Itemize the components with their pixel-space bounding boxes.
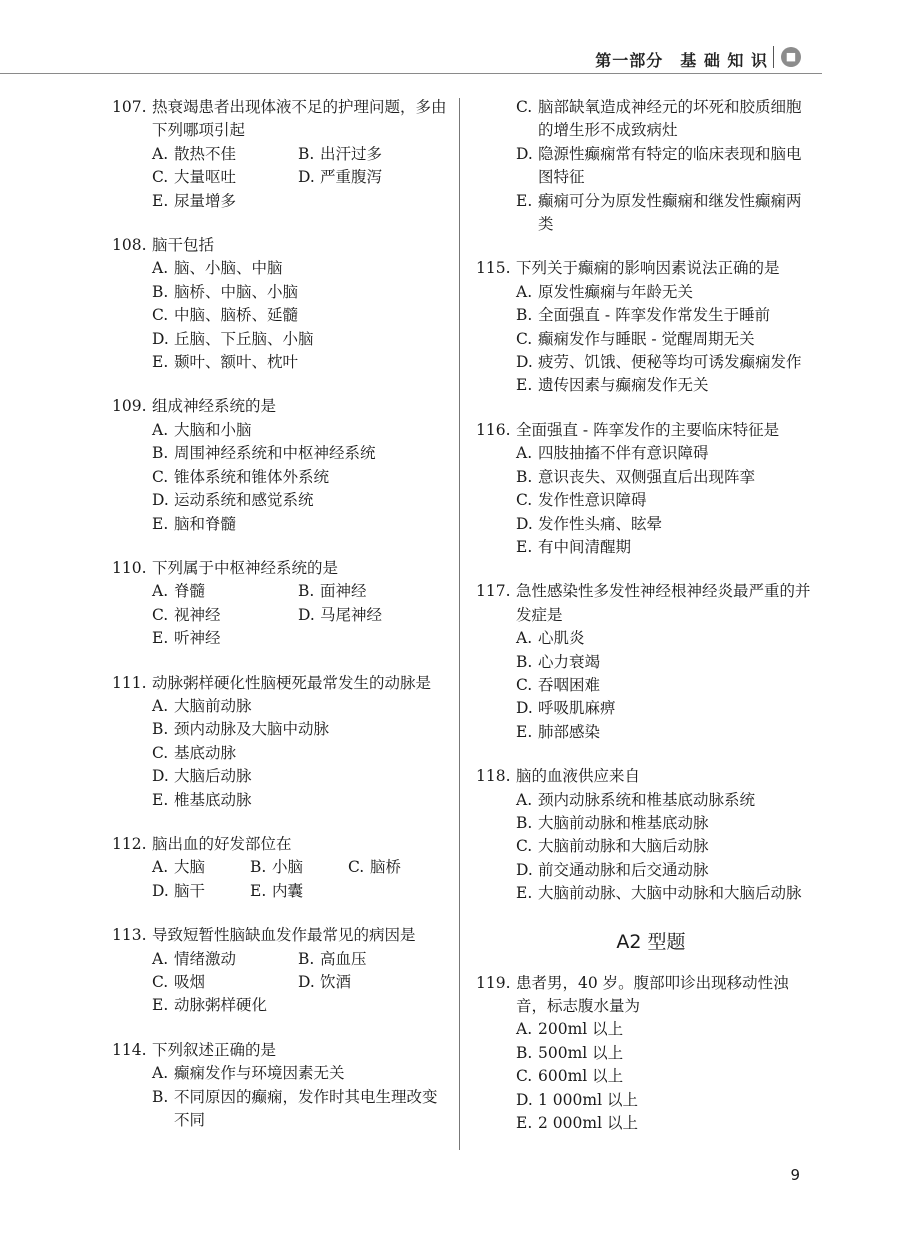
option-letter: E. — [516, 537, 533, 556]
answer-option — [516, 627, 816, 650]
question-text: 脑的血液供应来自 — [516, 767, 641, 786]
answer-option — [152, 143, 298, 166]
option-text: 大脑后动脉 — [174, 767, 252, 786]
answer-option — [152, 513, 448, 536]
question-number: 107. — [112, 98, 147, 116]
options-list — [516, 1018, 816, 1135]
question-text: 动脉粥样硬化性脑梗死最常发生的动脉是 — [152, 673, 432, 692]
option-letter: B. — [516, 813, 533, 832]
option-text: 听神经 — [174, 629, 221, 648]
option-letter: A. — [152, 949, 169, 968]
option-letter: E. — [152, 790, 169, 809]
question-stem — [476, 972, 816, 1019]
answer-option — [516, 789, 816, 812]
answer-option — [516, 442, 816, 465]
question-stem — [112, 557, 448, 580]
answer-option — [516, 882, 816, 905]
option-text: 癫痫发作与环境因素无关 — [174, 1064, 345, 1083]
question-text: 全面强直 - 阵挛发作的主要临床特征是 — [516, 420, 780, 439]
right-column — [476, 96, 816, 1156]
option-text: 饮酒 — [320, 973, 352, 991]
option-text: 发作性头痛、眩晕 — [538, 514, 663, 533]
option-letter: B. — [516, 1043, 533, 1062]
answer-option — [516, 96, 816, 143]
option-letter: E. — [152, 353, 169, 372]
option-letter: D. — [152, 767, 169, 786]
answer-option — [152, 971, 298, 994]
option-letter: D. — [152, 881, 169, 900]
question-item — [476, 765, 816, 905]
option-letter: D. — [516, 699, 533, 718]
answer-option — [516, 328, 816, 351]
option-text: 吸烟 — [174, 973, 206, 991]
answer-option — [152, 718, 448, 741]
question-stem — [112, 924, 448, 947]
option-text: 运动系统和感觉系统 — [174, 491, 314, 510]
answer-option — [516, 835, 816, 858]
option-letter: B. — [298, 949, 315, 968]
option-letter: E. — [516, 722, 533, 741]
option-letter: C. — [516, 98, 533, 116]
answer-option — [516, 1018, 816, 1041]
answer-option — [152, 304, 448, 327]
answer-option — [516, 651, 816, 674]
answer-option — [516, 1042, 816, 1065]
answer-option — [516, 466, 816, 489]
option-text: 200ml 以上 — [538, 1020, 624, 1039]
options-list — [152, 580, 448, 650]
option-letter: C. — [152, 973, 169, 991]
answer-option — [516, 812, 816, 835]
option-letter: A. — [516, 629, 533, 648]
option-letter: D. — [298, 168, 315, 187]
option-letter: B. — [516, 652, 533, 671]
right-column-a2-questions — [476, 972, 816, 1136]
option-text: 脑部缺氧造成神经元的坏死和胶质细胞的增生形不成致病灶 — [538, 98, 802, 140]
option-letter: A. — [152, 582, 169, 601]
question-text: 导致短暂性脑缺血发作最常见的病因是 — [152, 926, 416, 945]
question-text: 下列属于中枢神经系统的是 — [152, 558, 339, 577]
answer-option — [298, 971, 444, 994]
answer-option — [152, 419, 448, 442]
answer-option — [516, 143, 816, 190]
question-stem — [476, 257, 816, 280]
answer-option — [152, 765, 448, 788]
question-item — [112, 1039, 448, 1133]
option-letter: D. — [298, 973, 315, 991]
option-letter: E. — [250, 881, 267, 900]
question-number: 108. — [112, 236, 147, 255]
options-list — [516, 442, 816, 559]
options-row — [152, 627, 448, 650]
option-letter: E. — [516, 376, 533, 395]
option-text: 面神经 — [320, 582, 367, 601]
options-list — [152, 695, 448, 812]
option-text: 癫痫可分为原发性癫痫和继发性癫痫两类 — [538, 191, 802, 234]
option-letter: B. — [152, 720, 169, 739]
options-row — [152, 971, 448, 994]
option-text: 心力衰竭 — [538, 652, 601, 671]
option-letter: B. — [152, 444, 169, 463]
options-row — [152, 604, 448, 627]
question-item — [476, 972, 816, 1136]
question-stem — [476, 765, 816, 788]
option-letter: C. — [152, 467, 169, 486]
answer-option — [516, 536, 816, 559]
options-list — [152, 1062, 448, 1132]
option-letter: B. — [152, 1087, 169, 1106]
option-text: 1 000ml 以上 — [538, 1090, 638, 1109]
answer-option — [152, 257, 448, 280]
question-stem — [476, 580, 816, 627]
question-item — [476, 96, 816, 236]
option-text: 尿量增多 — [174, 191, 237, 210]
answer-option — [516, 374, 816, 397]
options-list — [516, 96, 816, 236]
answer-option — [152, 1062, 448, 1085]
option-text: 高血压 — [320, 949, 367, 968]
option-letter: E. — [516, 191, 533, 210]
option-letter: B. — [298, 582, 315, 601]
options-list — [152, 419, 448, 536]
answer-option — [348, 856, 446, 879]
option-text: 肺部感染 — [538, 722, 601, 741]
option-text: 大脑前动脉 — [174, 696, 252, 715]
option-letter: B. — [516, 306, 533, 325]
option-letter: D. — [516, 144, 533, 163]
option-text: 脑桥、中脑、小脑 — [174, 282, 299, 301]
question-number: 118. — [476, 767, 511, 786]
question-number: 116. — [476, 420, 511, 439]
answer-option — [152, 580, 298, 603]
option-text: 小脑 — [272, 858, 304, 877]
option-letter: C. — [152, 168, 169, 187]
option-text: 大量呕吐 — [174, 168, 237, 187]
option-letter: B. — [152, 282, 169, 301]
answer-option — [152, 351, 448, 374]
options-row — [152, 166, 448, 189]
option-letter: C. — [516, 1067, 533, 1086]
question-text: 急性感染性多发性神经根神经炎最严重的并发症是 — [516, 582, 811, 624]
answer-option — [516, 1065, 816, 1088]
question-item — [112, 557, 448, 651]
question-number: 109. — [112, 397, 147, 416]
answer-option — [516, 697, 816, 720]
options-list — [516, 627, 816, 744]
option-letter: E. — [152, 996, 169, 1015]
option-letter: D. — [516, 1090, 533, 1109]
question-text: 下列叙述正确的是 — [152, 1040, 277, 1059]
option-letter: A. — [152, 420, 169, 439]
option-letter: A. — [152, 144, 169, 163]
option-letter: C. — [516, 491, 533, 510]
option-letter: A. — [152, 1064, 169, 1083]
question-number: 117. — [476, 582, 511, 601]
option-text: 脑、小脑、中脑 — [174, 259, 283, 278]
question-stem — [112, 1039, 448, 1062]
answer-option — [516, 351, 816, 374]
answer-option — [516, 513, 816, 536]
question-text: 脑干包括 — [152, 236, 215, 255]
page-header — [0, 30, 900, 76]
option-letter: D. — [152, 329, 169, 348]
options-row — [152, 994, 448, 1017]
option-letter: A. — [516, 1020, 533, 1039]
question-number: 114. — [112, 1040, 147, 1059]
answer-option — [152, 948, 298, 971]
options-row — [152, 143, 448, 166]
question-text: 下列关于癫痫的影响因素说法正确的是 — [516, 259, 780, 278]
option-text: 隐源性癫痫常有特定的临床表现和脑电图特征 — [538, 144, 802, 187]
question-text: 脑出血的好发部位在 — [152, 834, 292, 853]
section-heading-a2: A2 型题 — [616, 930, 686, 953]
option-text: 脑干 — [174, 881, 206, 900]
option-text: 发作性意识障碍 — [538, 491, 647, 510]
option-letter: C. — [516, 675, 533, 694]
option-text: 严重腹泻 — [320, 168, 383, 187]
option-letter: C. — [348, 858, 365, 877]
answer-option — [152, 742, 448, 765]
answer-option — [298, 143, 444, 166]
answer-option — [516, 304, 816, 327]
question-text: 患者男，40 岁。腹部叩诊出现移动性浊音，标志腹水量为 — [516, 973, 789, 1015]
option-text: 大脑 — [174, 858, 206, 877]
answer-option — [152, 789, 448, 812]
answer-option — [516, 859, 816, 882]
option-text: 基底动脉 — [174, 743, 237, 762]
option-text: 椎基底动脉 — [174, 790, 252, 809]
option-text: 不同原因的癫痫，发作时其电生理改变不同 — [174, 1087, 438, 1130]
answer-option — [152, 166, 298, 189]
option-letter: A. — [516, 790, 533, 809]
option-text: 脑和脊髓 — [174, 514, 237, 533]
option-letter: D. — [516, 353, 533, 372]
option-letter: B. — [516, 467, 533, 486]
options-list — [152, 856, 448, 903]
option-text: 丘脑、下丘脑、小脑 — [174, 329, 314, 348]
question-item — [112, 96, 448, 213]
answer-option — [152, 1086, 448, 1133]
option-text: 内囊 — [272, 881, 304, 900]
option-text: 大脑前动脉、大脑中动脉和大脑后动脉 — [538, 884, 802, 903]
question-number: 119. — [476, 973, 511, 992]
option-text: 遗传因素与癫痫发作无关 — [538, 376, 709, 395]
option-letter: D. — [516, 514, 533, 533]
option-text: 大脑前动脉和椎基底动脉 — [538, 813, 709, 832]
option-text: 散热不佳 — [174, 144, 237, 163]
answer-option — [298, 580, 444, 603]
right-column-questions — [476, 96, 816, 906]
option-letter: B. — [298, 144, 315, 163]
section-title: 第一部分 基 础 知 识 — [595, 51, 768, 70]
option-text: 前交通动脉和后交通动脉 — [538, 860, 709, 879]
answer-option — [298, 948, 444, 971]
header-rule — [0, 73, 822, 74]
option-letter: A. — [152, 259, 169, 278]
question-text: 热衰竭患者出现体液不足的护理问题，多由下列哪项引起 — [152, 98, 447, 140]
question-number: 112. — [112, 834, 147, 853]
options-list — [516, 281, 816, 398]
question-item — [112, 672, 448, 812]
question-stem — [112, 96, 448, 143]
option-letter: A. — [516, 444, 533, 463]
question-item — [112, 395, 448, 535]
option-text: 全面强直 - 阵挛发作常发生于睡前 — [538, 306, 771, 325]
answer-option — [152, 442, 448, 465]
header-separator — [773, 46, 774, 68]
question-item — [476, 580, 816, 744]
answer-option — [516, 1089, 816, 1112]
option-letter: D. — [516, 860, 533, 879]
question-item — [112, 924, 448, 1018]
option-text: 情绪激动 — [174, 949, 237, 968]
option-text: 意识丧失、双侧强直后出现阵挛 — [538, 467, 756, 486]
book-badge-icon: ■ — [781, 47, 801, 67]
option-letter: C. — [152, 743, 169, 762]
option-letter: D. — [298, 605, 315, 624]
option-letter: C. — [152, 605, 169, 624]
page-number: 9 — [790, 1166, 800, 1184]
answer-option — [152, 695, 448, 718]
answer-option — [516, 1112, 816, 1135]
question-number: 110. — [112, 558, 147, 577]
answer-option — [152, 281, 448, 304]
option-text: 大脑前动脉和大脑后动脉 — [538, 837, 709, 856]
option-letter: C. — [152, 306, 169, 325]
question-number: 113. — [112, 926, 147, 945]
answer-option — [250, 856, 348, 879]
options-row — [152, 856, 448, 879]
answer-option — [152, 190, 298, 213]
question-stem — [112, 234, 448, 257]
option-text: 600ml 以上 — [538, 1067, 624, 1086]
option-text: 有中间清醒期 — [538, 537, 632, 556]
option-text: 2 000ml 以上 — [538, 1114, 638, 1133]
option-text: 脊髓 — [174, 582, 206, 601]
options-list — [516, 789, 816, 906]
question-stem — [476, 419, 816, 442]
options-list — [152, 948, 448, 1018]
option-text: 锥体系统和锥体外系统 — [174, 467, 330, 486]
option-text: 原发性癫痫与年龄无关 — [538, 282, 694, 301]
option-letter: E. — [152, 191, 169, 210]
question-item — [476, 419, 816, 559]
option-letter: E. — [152, 629, 169, 648]
answer-option — [516, 190, 816, 237]
question-item — [476, 257, 816, 397]
answer-option — [152, 466, 448, 489]
option-text: 视神经 — [174, 605, 221, 624]
answer-option — [152, 856, 250, 879]
option-text: 疲劳、饥饿、便秘等均可诱发癫痫发作 — [538, 353, 802, 372]
option-text: 500ml 以上 — [538, 1043, 624, 1062]
left-column — [112, 96, 448, 1153]
option-text: 呼吸肌麻痹 — [538, 699, 616, 718]
question-item — [112, 833, 448, 903]
question-stem — [112, 833, 448, 856]
option-letter: A. — [516, 282, 533, 301]
answer-option — [152, 880, 250, 903]
answer-option — [152, 627, 298, 650]
answer-option — [152, 604, 298, 627]
option-text: 吞咽困难 — [538, 675, 601, 694]
question-item — [112, 234, 448, 374]
option-text: 周围神经系统和中枢神经系统 — [174, 444, 376, 463]
answer-option — [298, 604, 444, 627]
answer-option — [516, 674, 816, 697]
question-text: 组成神经系统的是 — [152, 397, 277, 416]
option-letter: D. — [152, 491, 169, 510]
option-text: 动脉粥样硬化 — [174, 996, 268, 1015]
option-letter: E. — [152, 514, 169, 533]
option-letter: E. — [516, 1114, 533, 1133]
question-stem — [112, 395, 448, 418]
option-letter: A. — [152, 696, 169, 715]
option-text: 颈内动脉及大脑中动脉 — [174, 720, 330, 739]
option-text: 心肌炎 — [538, 629, 585, 648]
question-number: 111. — [112, 673, 147, 692]
column-divider — [459, 98, 460, 1150]
answer-option — [152, 489, 448, 512]
answer-option — [152, 994, 298, 1017]
answer-option — [250, 880, 348, 903]
option-text: 中脑、脑桥、延髓 — [174, 306, 299, 325]
options-row — [152, 948, 448, 971]
question-number: 115. — [476, 259, 511, 278]
options-list — [152, 257, 448, 374]
option-text: 颞叶、额叶、枕叶 — [174, 353, 299, 372]
answer-option — [516, 281, 816, 304]
option-text: 大脑和小脑 — [174, 420, 252, 439]
option-letter: E. — [516, 884, 533, 903]
options-row — [152, 580, 448, 603]
option-text: 癫痫发作与睡眠 - 觉醒周期无关 — [538, 329, 755, 348]
question-stem — [112, 672, 448, 695]
option-text: 四肢抽搐不伴有意识障碍 — [538, 444, 709, 463]
options-row — [152, 880, 448, 903]
option-text: 出汗过多 — [320, 144, 383, 163]
answer-option — [516, 489, 816, 512]
answer-option — [152, 328, 448, 351]
option-letter: C. — [516, 837, 533, 856]
option-text: 马尾神经 — [320, 605, 383, 624]
option-letter: A. — [152, 858, 169, 877]
option-letter: C. — [516, 329, 533, 348]
answer-option — [516, 721, 816, 744]
option-letter: B. — [250, 858, 267, 877]
options-row — [152, 190, 448, 213]
option-text: 颈内动脉系统和椎基底动脉系统 — [538, 790, 756, 809]
option-text: 脑桥 — [370, 858, 402, 877]
answer-option — [298, 166, 444, 189]
options-list — [152, 143, 448, 213]
